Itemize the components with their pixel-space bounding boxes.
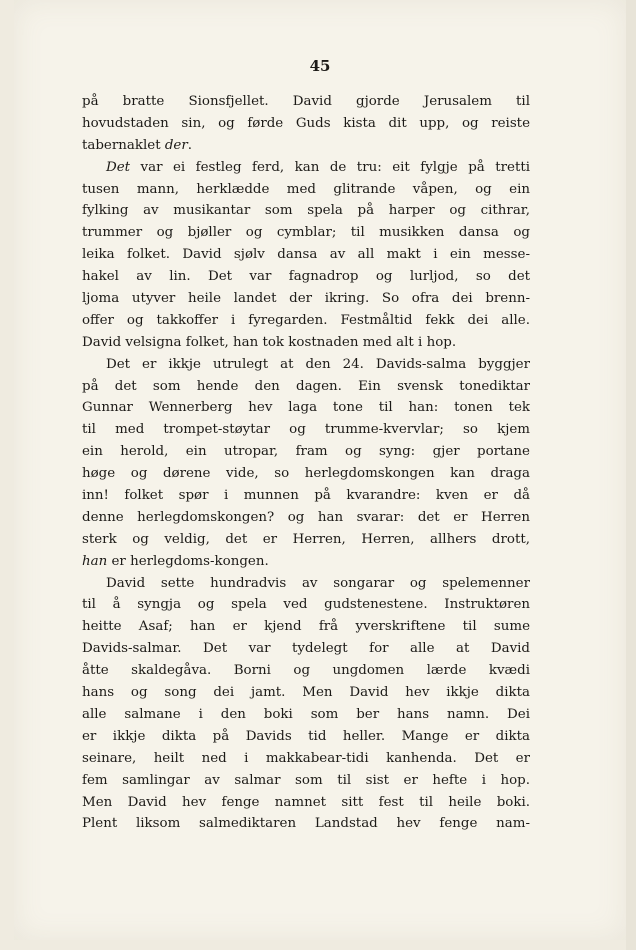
- italic-word: der: [164, 137, 188, 153]
- text-line: Davids-salmar. Det var tydelegt for alle at David: [82, 641, 530, 657]
- book-page: [14, 0, 626, 940]
- text-line: høge og dørene vide, so herlegdomskongen kan draga: [82, 466, 530, 482]
- text-line: Gunnar Wennerberg hev laga tone til han: tonen tek: [82, 400, 530, 416]
- text-line: fem samlingar av salmar som til sist er hefte i hop.: [82, 772, 530, 788]
- text-line: [82, 135, 530, 157]
- italic-word: Det: [106, 159, 131, 175]
- text-line: ein herold, ein utropar, fram og syng: gjer portane: [82, 444, 530, 460]
- text-line: hans og song dei jamt. Men David hev ikkje dikta: [82, 685, 530, 701]
- text-line: David velsigna folket, han tok kostnaden med alt i hop.: [82, 334, 457, 350]
- text-line: hakel av lin. Det var fagnadrop og lurljod, so det: [82, 269, 530, 285]
- text-line: til med trompet-støytar og trumme-kvervlar; so kjem: [82, 422, 530, 438]
- text-line: Det er ikkje utrulegt at den 24. Davids-salma byggjer: [106, 356, 530, 372]
- italic-word: han: [82, 553, 108, 569]
- text-line: til å syngja og spela ved gudstenestene. Instruktøren: [82, 597, 530, 613]
- text-line: inn! folket spør i munnen på kvarandre: kven er då: [82, 488, 530, 504]
- text-line: tusen mann, herklædde med glitrande våpen, og ein: [82, 181, 530, 197]
- text-fragment: er herlegdoms-kongen.: [107, 553, 269, 569]
- text-line: Men David hev fenge namnet sitt fest til heile boki.: [82, 794, 530, 810]
- text-line: [82, 551, 530, 573]
- text-line: [82, 157, 530, 179]
- body-text: [82, 91, 530, 835]
- page-edge: [626, 0, 636, 950]
- text-line: ljoma utyver heile landet der ikring. So ofra dei brenn-: [82, 291, 530, 307]
- text-fragment: var ei festleg ferd, kan de tru: eit fylgje på tretti: [130, 159, 530, 175]
- text-line: på bratte Sionsfjellet. David gjorde Jerusalem til: [82, 94, 530, 109]
- text-fragment: .: [187, 137, 193, 153]
- text-line: seinare, heilt ned i makkabear-tidi kanhenda. Det er: [82, 750, 530, 766]
- text-line: heitte Asaf; han er kjend frå yverskriftene til sume: [82, 619, 530, 635]
- text-line: alle salmane i den boki som ber hans namn. Dei: [82, 706, 530, 722]
- text-line: sterk og veldig, det er Herren, Herren, allhers drott,: [82, 531, 530, 547]
- text-line: åtte skaldegåva. Borni og ungdomen lærde kvædi: [82, 663, 530, 679]
- page-number: 45: [309, 57, 331, 75]
- text-line: er ikkje dikta på Davids tid heller. Mange er dikta: [82, 728, 530, 744]
- text-line: Plent liksom salmediktaren Landstad hev fenge nam-: [82, 816, 530, 832]
- text-line: leika folket. David sjølv dansa av all makt i ein messe-: [82, 247, 530, 263]
- text-line: trummer og bjøller og cymblar; til musikken dansa og: [82, 225, 530, 241]
- text-line: David sette hundradvis av songarar og spelemenner: [106, 575, 530, 591]
- text-line: på det som hende den dagen. Ein svensk tonediktar: [82, 378, 530, 394]
- text-line: fylking av musikantar som spela på harper og cithrar,: [82, 203, 530, 219]
- text-fragment: tabernaklet: [82, 137, 165, 153]
- text-line: offer og takkoffer i fyregarden. Festmåltid fekk dei alle.: [82, 312, 530, 328]
- text-line: denne herlegdomskongen? og han svarar: det er Herren: [82, 509, 530, 525]
- text-line: hovudstaden sin, og førde Guds kista dit upp, og reiste: [82, 115, 530, 131]
